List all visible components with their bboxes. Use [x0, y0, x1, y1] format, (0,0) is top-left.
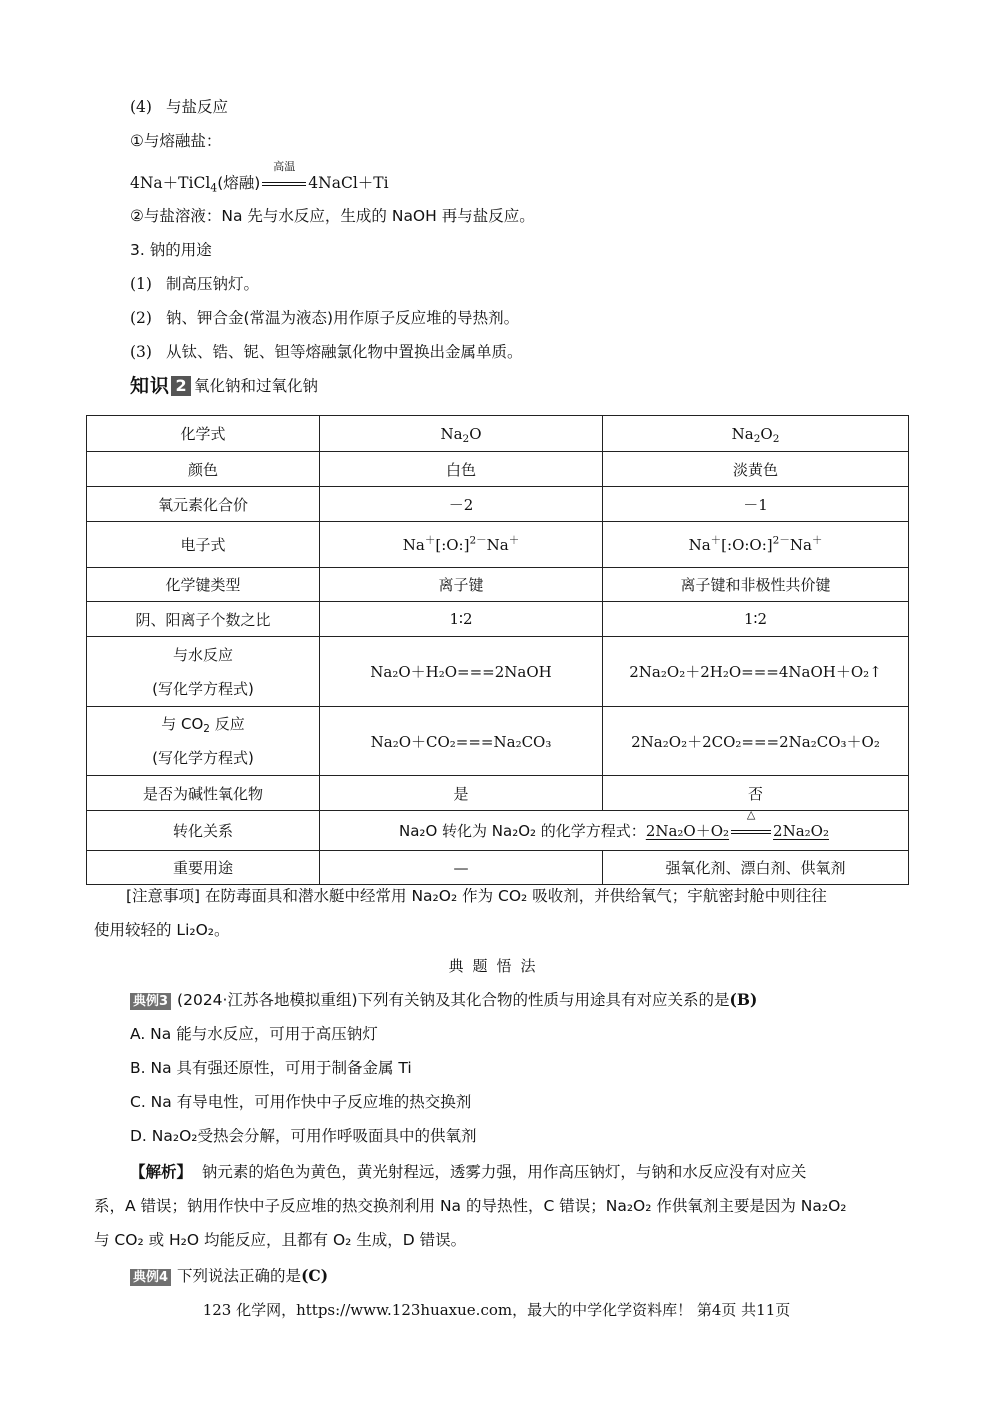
salt-solution-text: ②与盐溶液：Na 先与水反应，生成的 NaOH 再与盐反应。 [130, 207, 535, 225]
answer: (B) [729, 990, 758, 1009]
typical-questions-title: 典题悟法 [448, 957, 545, 975]
table-cell: 1∶2 [603, 602, 909, 637]
oxide-comparison-table [86, 415, 909, 885]
molten-salt-label: ①与熔融盐： [130, 132, 222, 150]
use-item: (1) 制高压钠灯。 [130, 275, 260, 293]
example-3-stem: 典例3 (2024·江苏各地模拟重组)下列有关钠及其化合物的性质与用途具有对应关系的是(B) [130, 988, 757, 1010]
row-label: 化学键类型 [87, 568, 320, 602]
table-cell: 否 [603, 776, 909, 811]
row-label: 重要用途 [87, 851, 320, 885]
table-cell: －2 [320, 487, 603, 522]
item-4-line [130, 95, 228, 117]
table-row [87, 487, 909, 522]
table-row [87, 637, 909, 707]
table-row [87, 522, 909, 568]
option-b: B. Na 具有强还原性，可用于制备金属 Ti [130, 1059, 412, 1077]
table-row [87, 602, 909, 637]
table-row [87, 707, 909, 776]
row-label: 与 $CO_2$ 反应 (写化学方程式) [87, 707, 320, 776]
electron-formula-na2o2: Na＋[:O:O:]$^{2-}$Na＋ [603, 522, 909, 568]
row-label: 转化关系 [87, 811, 320, 851]
table-cell: 强氧化剂、漂白剂、供氧剂 [603, 851, 909, 885]
co2-equation-na2o: Na₂O＋CO₂===Na₂CO₃ [320, 707, 603, 776]
uses-heading: 3. 钠的用途 [130, 241, 212, 259]
analysis-paragraph: 【解析】 钠元素的焰色为黄色，黄光射程远，透雾力强，用作高压钠灯，与钠和水反应没有对应关 系，A 错误；钠用作快中子反应堆的热交换剂利用 Na 的导热性，C 错误；Na₂O₂ 作供氧剂主要是因为 Na₂O₂ 与 CO₂ 或 H₂O 均能反应，且都有 O₂ 生成，D 错误。 [94, 1163, 847, 1249]
section-title: 氧化钠和过氧化钠 [194, 377, 319, 395]
option-d: D. Na₂O₂受热会分解，可用作呼吸面具中的供氧剂 [130, 1127, 477, 1145]
use-item: (3) 从钛、锆、铌、钽等熔融氯化物中置换出金属单质。 [130, 343, 523, 361]
item-text: 与盐反应 [166, 98, 229, 116]
section-tag: 知识 [130, 375, 171, 397]
table-cell: －1 [603, 487, 909, 522]
use-item: (2) 钠、钾合金(常温为液态)用作原子反应堆的导热剂。 [130, 309, 520, 327]
table-row [87, 811, 909, 851]
conversion-equation: Na₂O 转化为 Na₂O₂ 的化学方程式：2Na₂O＋O₂ △ 2Na₂O₂ [320, 811, 909, 851]
row-label: 氧元素化合价 [87, 487, 320, 522]
row-label: 电子式 [87, 522, 320, 568]
table-row [87, 416, 909, 452]
table-cell: 是 [320, 776, 603, 811]
water-equation-na2o: Na₂O＋H₂O===2NaOH [320, 637, 603, 707]
item-number: (4) [130, 98, 152, 116]
row-label: 是否为碱性氧化物 [87, 776, 320, 811]
row-label: 化学式 [87, 416, 320, 452]
co2-equation-na2o2: 2Na₂O₂＋2CO₂===2Na₂CO₃＋O₂ [603, 707, 909, 776]
water-equation-na2o2: 2Na₂O₂＋2H₂O===4NaOH＋O₂↑ [603, 637, 909, 707]
electron-formula-na2o: Na＋[:O:]$^{2-}$Na＋ [320, 522, 603, 568]
page-footer: 123 化学网，https://www.123huaxue.com，最大的中学化学资料库！ 第4页 共11页 [202, 1301, 791, 1319]
reaction-condition-arrow: 高温 [262, 174, 306, 192]
table-cell: — [320, 851, 603, 885]
table-row [87, 452, 909, 487]
table-cell: 白色 [320, 452, 603, 487]
example-tag: 典例4 [130, 1269, 171, 1286]
table-cell: 离子键和非极性共价键 [603, 568, 909, 602]
option-c: C. Na 有导电性，可用作快中子反应堆的热交换剂 [130, 1093, 472, 1111]
row-label: 阴、阳离子个数之比 [87, 602, 320, 637]
section-heading [130, 373, 318, 397]
equation-na-ticl4: 4Na＋TiCl$_4$(熔融) 高温 4NaCl＋Ti [130, 160, 389, 195]
example-4-stem: 典例4 下列说法正确的是(C) [130, 1264, 328, 1286]
analysis-label: 【解析】 [130, 1163, 193, 1181]
note-paragraph: [注意事项] 在防毒面具和潜水艇中经常用 Na₂O₂ 作为 CO₂ 吸收剂，并供给氧气；宇航密封舱中则往往 使用较轻的 Li₂O₂。 [94, 887, 827, 939]
formula-na2o2: $Na_2O_2$ [603, 416, 909, 452]
table-cell: 离子键 [320, 568, 603, 602]
option-a: A. Na 能与水反应，可用于高压钠灯 [130, 1025, 378, 1043]
table-cell: 淡黄色 [603, 452, 909, 487]
row-label: 与水反应 (写化学方程式) [87, 637, 320, 707]
table-row [87, 568, 909, 602]
formula-na2o: $Na_2O$ [320, 416, 603, 452]
answer: (C) [301, 1266, 329, 1285]
row-label: 颜色 [87, 452, 320, 487]
table-row [87, 776, 909, 811]
section-number-badge: 2 [171, 376, 191, 396]
example-tag: 典例3 [130, 993, 171, 1010]
table-cell: 1∶2 [320, 602, 603, 637]
